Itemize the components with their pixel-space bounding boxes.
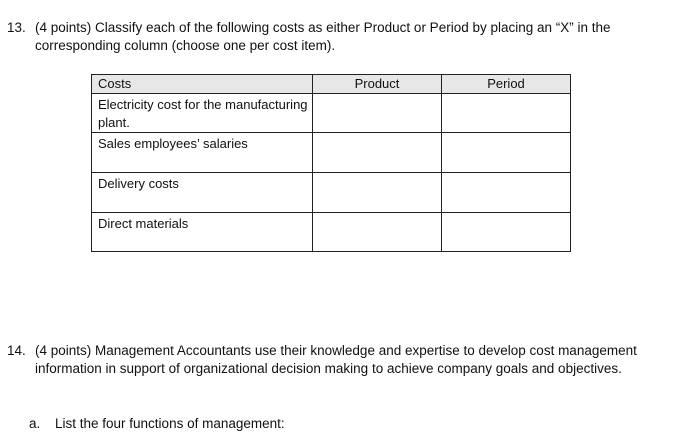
cost-label: Electricity cost for the manufacturing plant. (98, 97, 308, 130)
question-number: 14. (7, 343, 26, 358)
question-text: (4 points) Classify each of the following costs as either Product or Period by placing an “X” in the corresponding column (choose one per cost item). (35, 20, 611, 53)
question-text: (4 points) Management Accountants use their knowledge and expertise to develop cost management information in support of organizational decision making to achieve company goals and objectives. (35, 343, 637, 376)
cost-cell (92, 173, 313, 213)
cost-cell (92, 133, 313, 173)
table-header-row (92, 75, 571, 94)
header-period: Period (442, 75, 571, 94)
part-text: List the four functions of management: (55, 416, 285, 431)
product-cell[interactable] (313, 133, 442, 173)
period-cell[interactable] (442, 94, 571, 133)
product-cell[interactable] (313, 173, 442, 213)
table-row (92, 133, 571, 173)
period-cell[interactable] (442, 133, 571, 173)
table-row (92, 173, 571, 213)
cost-cell (92, 213, 313, 252)
product-cell[interactable] (313, 94, 442, 133)
cost-classification-table (91, 74, 571, 252)
product-cell[interactable] (313, 213, 442, 252)
period-cell[interactable] (442, 173, 571, 213)
cost-label: Direct materials (98, 216, 189, 231)
header-costs: Costs (92, 75, 313, 94)
part-a (29, 415, 285, 433)
period-cell[interactable] (442, 213, 571, 252)
part-label: a. (29, 416, 41, 431)
cost-cell (92, 94, 313, 133)
cost-label: Sales employees’ salaries (98, 136, 248, 151)
table-row (92, 94, 571, 133)
header-product: Product (313, 75, 442, 94)
question-number: 13. (7, 20, 26, 35)
table-row (92, 213, 571, 252)
cost-label: Delivery costs (98, 176, 179, 191)
